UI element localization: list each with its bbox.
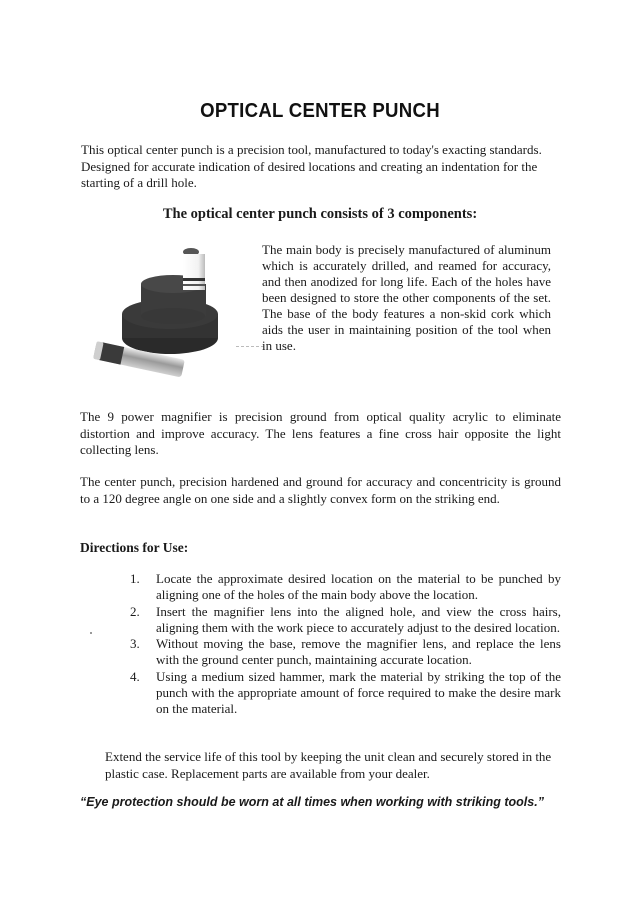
step-text: Insert the magnifier lens into the aligned hole, and view the cross hairs, aligning them with the work piece to accurately adjust to the desired location. bbox=[156, 603, 561, 635]
main-body-description: The main body is precisely manufactured of aluminum which is accurately drilled, and reamed for accuracy, and then anodized for long life. Each of the holes have been designed to store the other components of the set. The base of the body features a non-skid cork which aids the user in maintaining position of the tool when in use. bbox=[262, 242, 551, 353]
directions-list bbox=[120, 571, 561, 718]
divider-line bbox=[236, 346, 264, 347]
components-heading: The optical center punch consists of 3 components: bbox=[162, 206, 478, 222]
closing-paragraph: Extend the service life of this tool by keeping the unit clean and securely stored in the plastic case. Replacement parts are available from your dealer. bbox=[105, 749, 552, 781]
punch-tool-icon bbox=[88, 240, 248, 380]
step-number: 4. bbox=[130, 668, 140, 684]
document-title: OPTICAL CENTER PUNCH bbox=[200, 100, 440, 122]
step-number: 3. bbox=[130, 636, 140, 652]
step-text: Locate the approximate desired location on the material to be punched by aligning one of the holes of the main body above the location. bbox=[156, 571, 561, 603]
direction-step bbox=[120, 669, 561, 718]
direction-step bbox=[120, 604, 561, 637]
step-text: Using a medium sized hammer, mark the material by striking the top of the punch with the appropriate amount of force required to make the desire mark on the material. bbox=[156, 668, 561, 717]
directions-heading: Directions for Use: bbox=[80, 540, 189, 555]
direction-step bbox=[120, 636, 561, 669]
step-text: Without moving the base, remove the magnifier lens, and replace the lens with the ground center punch, maintaining accurate location. bbox=[156, 636, 561, 668]
safety-warning: “Eye protection should be worn at all times when working with striking tools.” bbox=[80, 795, 544, 809]
step-number: 2. bbox=[130, 603, 140, 619]
magnifier-description: The 9 power magnifier is precision ground from optical quality acrylic to eliminate distortion and improve accuracy. The lens features a fine cross hair opposite the light collecting lens. bbox=[80, 409, 561, 457]
step-number: 1. bbox=[130, 571, 140, 586]
punch-description: The center punch, precision hardened and ground for accuracy and concentricity is ground to a 120 degree angle on one side and a slightly convex form on the striking end. bbox=[80, 474, 561, 506]
intro-paragraph: This optical center punch is a precision tool, manufactured to today's exacting standards. Designed for accurate indication of desired locations and creating an indentation for the starting of a drill hole. bbox=[81, 142, 542, 190]
scan-speck bbox=[90, 632, 92, 634]
optical-center-punch-illustration bbox=[88, 240, 248, 380]
direction-step bbox=[120, 571, 561, 604]
